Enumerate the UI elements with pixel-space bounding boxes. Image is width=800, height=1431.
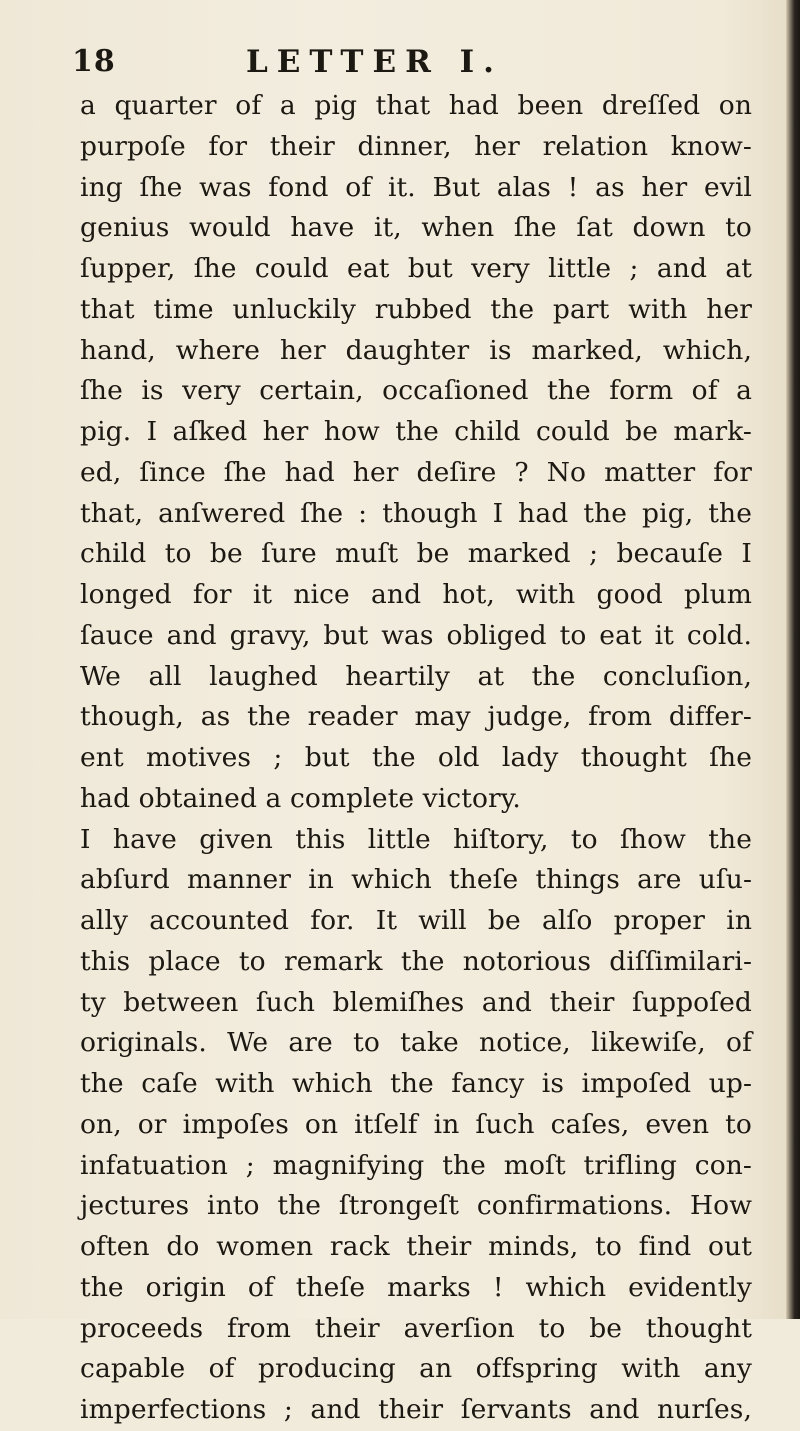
text-line: the caſe with which the fancy is impoſed up-	[80, 1068, 752, 1099]
text-line: this place to remark the notorious diſſimilari-	[80, 945, 752, 977]
text-line: proceeds from their averſion to be thought	[80, 1312, 752, 1344]
text-line: genius would have it, when ſhe ſat down to	[80, 212, 752, 244]
text-line: I have given this little hiſtory, to ſhow the	[80, 823, 752, 855]
text-line: though, as the reader may judge, from differ-	[80, 701, 752, 733]
text-line: ally accounted for. It will be alſo proper in	[80, 905, 752, 936]
text-line: abſurd manner in which theſe things are uſu-	[80, 864, 752, 896]
page-number: 18	[72, 44, 116, 79]
body-text	[80, 86, 752, 1431]
text-line: ed, ſince ſhe had her deſire ? No matter for	[80, 456, 752, 488]
text-line: a quarter of a pig that had been dreſſed on	[80, 90, 752, 121]
text-line: hand, where her daughter is marked, which,	[80, 334, 752, 366]
text-line: pig. I aſked her how the child could be mark-	[80, 416, 752, 447]
page-header	[72, 44, 732, 84]
running-head: LETTER I.	[246, 44, 503, 80]
text-line: infatuation ; magnifying the moſt trifling con-	[80, 1149, 752, 1181]
text-line: ſauce and gravy, but was obliged to eat it cold.	[80, 619, 752, 651]
text-line: ing ſhe was fond of it. But alas ! as her evil	[80, 171, 752, 203]
text-line: imperfections ; and their ſervants and nurſes,	[80, 1394, 752, 1425]
text-line: longed for it nice and hot, with good plum	[80, 579, 752, 610]
text-line: purpoſe for their dinner, her relation know-	[80, 130, 752, 162]
text-line: ſhe is very certain, occaſioned the form of a	[80, 375, 752, 407]
text-line: ent motives ; but the old lady thought ſhe	[80, 742, 752, 773]
text-line: the origin of theſe marks ! which evidently	[80, 1271, 752, 1303]
text-line: originals. We are to take notice, likewiſe, of	[80, 1027, 752, 1059]
text-line: capable of producing an offspring with any	[80, 1353, 752, 1385]
text-line: jectures into the ſtrongeſt confirmations. How	[80, 1190, 752, 1222]
text-line: often do women rack their minds, to find out	[80, 1231, 752, 1262]
text-line: on, or impoſes on itſelf in ſuch caſes, even to	[80, 1108, 752, 1140]
text-line: that, anſwered ſhe : though I had the pig, the	[80, 497, 752, 529]
text-line: that time unluckily rubbed the part with her	[80, 293, 752, 325]
text-line: ſupper, ſhe could eat but very little ; and at	[80, 253, 752, 284]
text-line: had obtained a complete victory.	[80, 782, 521, 814]
page-edge-shadow	[786, 0, 800, 1319]
text-line: ty between ſuch blemiſhes and their ſuppoſed	[80, 986, 752, 1018]
text-line: We all laughed heartily at the concluſion,	[80, 660, 752, 692]
text-line: child to be ſure muſt be marked ; becauſe I	[80, 538, 752, 570]
